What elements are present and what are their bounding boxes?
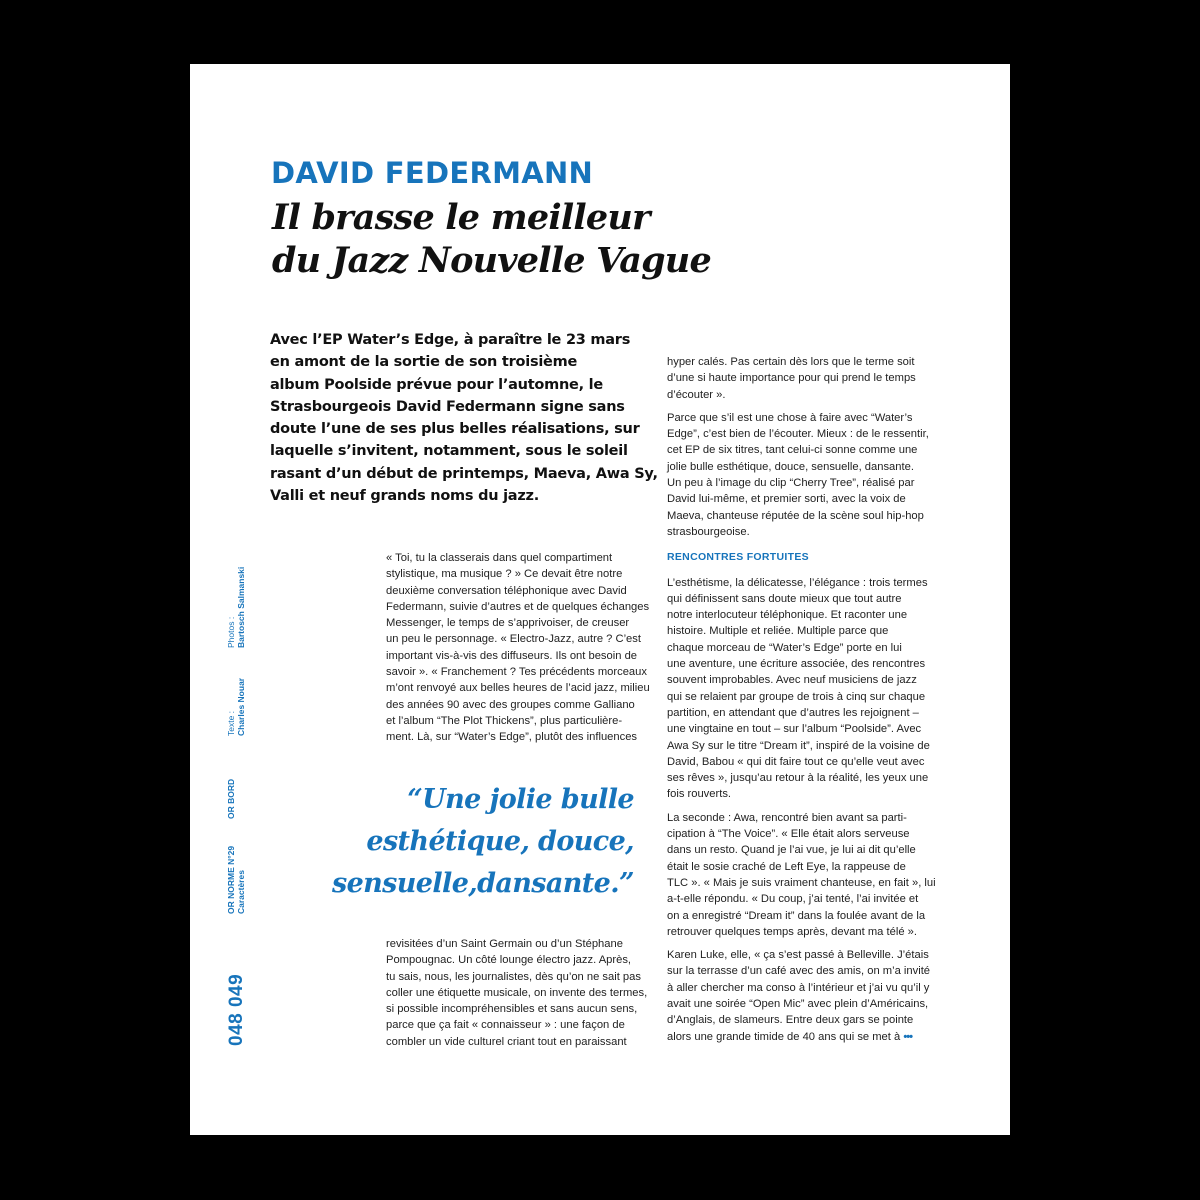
section-label — [226, 779, 236, 819]
body-line: important vis-à-vis des diffuseurs. Ils ont besoin de — [386, 649, 638, 662]
body-line: combler un vide culturel criant tout en paraissant — [386, 1035, 627, 1048]
body-line: une aventure, une écriture associée, des rencontres — [667, 658, 926, 671]
body-line: on a enregistré “Dream it” dans la foulée avant de la — [667, 909, 926, 922]
body-line: un peu le personnage. « Electro-Jazz, autre ? C’est — [386, 633, 641, 646]
lede-line: doute l’une de ses plus belles réalisations, sur — [270, 421, 640, 438]
text-credit-author: Charles Nouar — [236, 677, 246, 736]
body-paragraph — [386, 936, 646, 1050]
body-line: qui définissent sans doute mieux que tout autre — [667, 592, 902, 605]
lede-line: rasant d’un début de printemps, Maeva, Awa Sy, — [270, 465, 658, 482]
lede-line: Avec l’EP Water’s Edge, à paraître le 23 mars — [270, 332, 631, 348]
body-line: David, Babou « qui dit faire tout ce qu’elle veut avec — [667, 755, 925, 768]
body-line: Karen Luke, elle, « ça s’est passé à Belleville. J’étais — [667, 949, 929, 962]
pull-quote-line: sensuelle,dansante.” — [331, 868, 634, 899]
body-line: à aller chercher ma conso à l’intérieur et j’ai vu qu’il y — [667, 981, 930, 994]
body-line: des années 90 avec des groupes comme Galliano — [386, 698, 635, 711]
pull-quote-line: esthétique, douce, — [366, 826, 634, 857]
body-paragraph — [386, 550, 650, 746]
body-line: Pompougnac. Un côté lounge électro jazz. Après, — [386, 954, 632, 967]
body-line: L’esthétisme, la délicatesse, l’élégance : trois termes — [667, 576, 928, 589]
body-line: Maeva, chanteuse réputée de la scène soul hip-hop — [667, 509, 924, 522]
body-line: jolie bulle esthétique, douce, sensuelle, dansante. — [667, 460, 914, 473]
body-line: si possible incompréhensibles et sans aucun sens, — [386, 1003, 638, 1016]
lede-line: Valli et neuf grands noms du jazz. — [270, 488, 539, 505]
body-line: strasbourgeoise. — [667, 525, 750, 538]
body-line: Parce que s’il est une chose à faire avec “Water’s — [667, 411, 913, 424]
photo-credit-author: Bartosch Salmanski — [236, 566, 246, 648]
body-line: Un peu à l’image du clip “Cherry Tree”, réalisé par — [667, 477, 915, 490]
section-subhead: RENCONTRES FORTUITES — [667, 551, 809, 564]
body-line: deuxième conversation téléphonique avec David — [386, 584, 627, 597]
body-line: Edge”, c’est bien de l’écouter. Mieux : de le ressentir, — [667, 428, 929, 441]
body-paragraph — [667, 354, 929, 403]
body-line: une vingtaine en tout – sur l’album “Poolside”. Avec — [667, 723, 922, 736]
body-column-left-bottom — [386, 936, 646, 1050]
body-line: tu sais, nous, les journalistes, dès qu’on ne sait pas — [386, 970, 641, 983]
body-paragraph — [667, 947, 929, 1045]
body-line: chaque morceau de “Water’s Edge” porte en lui — [667, 641, 902, 654]
body-line: m’ont renvoyé aux belles heures de l’acid jazz, milieu — [386, 682, 650, 695]
body-paragraph — [667, 810, 936, 940]
body-line: savoir ». « Franchement ? Tes précédents morceaux — [386, 666, 647, 679]
body-line: David lui-même, et premier sorti, avec la voix de — [667, 493, 906, 506]
photo-credit — [226, 567, 246, 648]
body-line-text: alors une grande timide de 40 ans qui se met à — [667, 1030, 901, 1043]
body-column-right — [667, 354, 936, 1045]
headline-line: du Jazz Nouvelle Vague — [272, 240, 711, 281]
photo-credit-label: Photos : — [226, 616, 236, 648]
body-line: d’une si haute importance pour qui prend le temps — [667, 372, 916, 385]
body-line: La seconde : Awa, rencontré bien avant sa parti- — [667, 811, 907, 824]
body-line: retrouver quelques temps après, devant ma télé ». — [667, 925, 917, 938]
body-line: a-t-elle répondu. « Du coup, j’ai tenté, l’ai invitée et — [667, 893, 919, 906]
body-line: hyper calés. Pas certain dès lors que le terme soit — [667, 356, 915, 368]
body-line: qui se relaient par groupe de trois à cinq sur chaque — [667, 690, 926, 703]
text-credit — [226, 678, 246, 736]
article-kicker: DAVID FEDERMANN — [271, 156, 594, 190]
body-line: « Toi, tu la classerais dans quel compartiment — [386, 552, 613, 564]
section-name: OR BORD — [226, 778, 236, 819]
body-line: coller une étiquette musicale, on invente des termes, — [386, 986, 648, 999]
body-line: d’écouter ». — [667, 388, 726, 401]
body-line: Awa Sy sur le titre “Dream it”, inspiré de la voisine de — [667, 739, 930, 752]
headline-line: Il brasse le meilleur — [272, 197, 650, 238]
body-line: était le sosie craché de Left Eye, la rappeuse de — [667, 860, 906, 873]
article-headline — [272, 196, 711, 282]
body-line: et l’album “The Plot Thickens”, plus particulière- — [386, 714, 623, 727]
pull-quote — [332, 779, 634, 905]
text-credit-label: Texte : — [226, 710, 236, 736]
magazine-page — [190, 64, 1010, 1135]
issue-theme: Caractères — [236, 870, 246, 914]
body-line: dans un resto. Quand je l’ai vue, je lui ai dit qu’elle — [667, 844, 916, 857]
body-line: Messenger, le temps de s’apprivoiser, de creuser — [386, 617, 630, 630]
body-line: Federmann, suivie d’autres et de quelques échanges — [386, 600, 650, 613]
body-line: stylistique, ma musique ? » Ce devait être notre — [386, 568, 623, 581]
body-line: ses rêves », jusqu’au retour à la réalité, les yeux une — [667, 772, 929, 785]
body-line: fois rouverts. — [667, 788, 732, 801]
article-lede — [270, 329, 670, 507]
body-line: partition, en attendant que d’autres les rejoignent – — [667, 706, 919, 719]
body-column-left-top — [386, 550, 650, 746]
body-paragraph — [667, 575, 929, 803]
body-line: cipation à “The Voice”. « Elle était alors serveuse — [667, 828, 910, 841]
body-line: souvent improbables. Avec neuf musiciens de jazz — [667, 674, 917, 687]
lede-line: en amont de la sortie de son troisième — [270, 354, 578, 371]
body-line: revisitées d’un Saint Germain ou d’un Stéphane — [386, 938, 623, 950]
lede-line: album Poolside prévue pour l’automne, le — [270, 376, 603, 393]
body-line: ment. Là, sur “Water’s Edge”, plutôt des influences — [386, 731, 638, 744]
body-paragraph — [667, 410, 929, 540]
lede-line: Strasbourgeois David Federmann signe sans — [270, 398, 625, 415]
magazine-info — [226, 846, 246, 914]
lede-line: laquelle s’invitent, notamment, sous le soleil — [270, 443, 628, 460]
page-numbers: 048 049 — [226, 973, 247, 1046]
body-line: avait une soirée “Open Mic” avec plein d’Américains, — [667, 997, 929, 1010]
body-line — [667, 1029, 929, 1045]
body-line: notre interlocuteur téléphonique. Et raconter une — [667, 609, 908, 622]
body-line: d’Anglais, de slameurs. Entre deux gars se pointe — [667, 1014, 914, 1027]
magazine-name: OR NORME N°29 — [226, 845, 236, 914]
pull-quote-line: “Une jolie bulle — [407, 784, 634, 815]
body-line: parce que ça fait « connaisseur » : une façon de — [386, 1019, 625, 1032]
body-line: histoire. Multiple et reliée. Multiple parce que — [667, 625, 889, 638]
body-line: sur la terrasse d’un café avec des amis, on m’a invité — [667, 965, 931, 978]
body-line: cet EP de six titres, tant celui-ci sonne comme une — [667, 444, 918, 457]
continued-marker: ••• — [903, 1030, 913, 1043]
body-line: TLC ». « Mais je suis vraiment chanteuse, en fait », lui — [667, 876, 936, 889]
